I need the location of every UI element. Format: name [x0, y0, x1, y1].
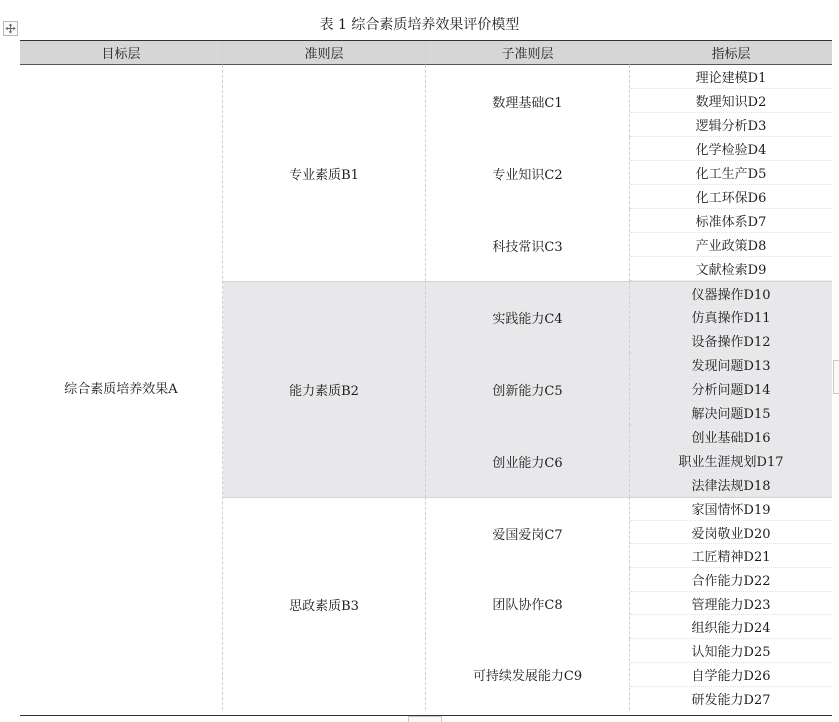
evaluation-model-table	[20, 40, 832, 716]
indicator-cell: 设备操作D12	[630, 329, 832, 353]
sub-criteria-cell: 团队协作C8	[426, 568, 630, 639]
sub-criteria-cell: 创业能力C6	[426, 425, 630, 497]
indicator-cell: 组织能力D24	[630, 615, 832, 639]
indicator-cell: 认知能力D25	[630, 639, 832, 663]
indicator-cell: 爱岗敬业D20	[630, 521, 832, 545]
header-goal-layer: 目标层	[20, 41, 223, 65]
indicator-cell: 产业政策D8	[630, 233, 832, 257]
header-criteria-layer: 准则层	[223, 41, 426, 65]
sub-criteria-cell: 创新能力C5	[426, 353, 630, 425]
table-caption: 表 1 综合素质培养效果评价模型	[319, 17, 520, 33]
sub-criteria-cell: 科技常识C3	[426, 209, 630, 281]
indicator-cell: 解决问题D15	[630, 401, 832, 425]
sub-criteria-cell: 实践能力C4	[426, 281, 630, 353]
criteria-cell: 思政素质B3	[223, 497, 426, 710]
indicator-cell: 化工环保D6	[630, 185, 832, 209]
indicator-cell: 逻辑分析D3	[630, 113, 832, 137]
header-sub-criteria-layer: 子准则层	[426, 41, 630, 65]
indicator-cell: 职业生涯规划D17	[630, 449, 832, 473]
indicator-cell: 仿真操作D11	[630, 305, 832, 329]
sub-criteria-cell: 数理基础C1	[426, 65, 630, 137]
indicator-cell: 化工生产D5	[630, 161, 832, 185]
indicator-cell: 仪器操作D10	[630, 281, 832, 305]
criteria-cell: 专业素质B1	[223, 65, 426, 281]
sub-criteria-cell: 爱国爱岗C7	[426, 497, 630, 568]
indicator-cell: 文献检索D9	[630, 257, 832, 281]
indicator-cell: 工匠精神D21	[630, 544, 832, 568]
indicator-cell: 标准体系D7	[630, 209, 832, 233]
criteria-cell: 能力素质B2	[223, 281, 426, 497]
indicator-cell: 化学检验D4	[630, 137, 832, 161]
indicator-cell: 创业基础D16	[630, 425, 832, 449]
indicator-cell: 管理能力D23	[630, 592, 832, 616]
sub-criteria-cell: 可持续发展能力C9	[426, 639, 630, 710]
sub-criteria-cell: 专业知识C2	[426, 137, 630, 209]
indicator-cell: 家国情怀D19	[630, 497, 832, 521]
indicator-cell: 发现问题D13	[630, 353, 832, 377]
indicator-cell: 理论建模D1	[630, 65, 832, 89]
indicator-cell: 数理知识D2	[630, 89, 832, 113]
indicator-cell: 法律法规D18	[630, 473, 832, 497]
table-column-resize-handle[interactable]	[833, 360, 839, 394]
table-row-resize-handle[interactable]	[408, 716, 442, 722]
indicator-cell: 自学能力D26	[630, 663, 832, 687]
header-indicator-layer: 指标层	[630, 41, 832, 65]
indicator-cell: 合作能力D22	[630, 568, 832, 592]
indicator-cell: 分析问题D14	[630, 377, 832, 401]
indicator-cell: 研发能力D27	[691, 692, 771, 708]
goal-cell: 综合素质培养效果A	[20, 65, 223, 710]
